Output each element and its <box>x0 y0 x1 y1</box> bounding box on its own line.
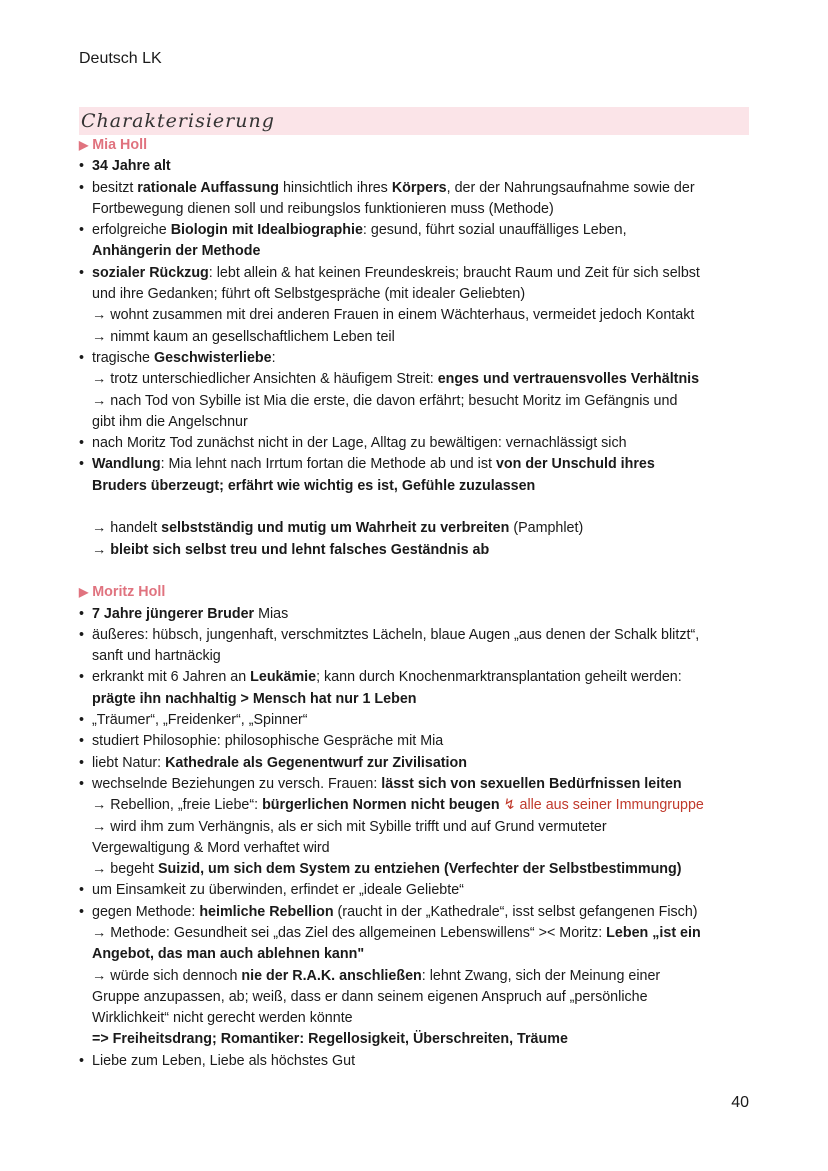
section-spacer <box>79 561 759 582</box>
continuation-line <box>79 795 759 816</box>
continuation-line <box>79 241 759 262</box>
text-run: lässt sich von sexuellen Bedürfnissen leiten <box>381 775 682 792</box>
bullet-item <box>79 604 759 625</box>
text-run: bleibt sich selbst treu und lehnt falsches Geständnis ab <box>110 541 490 558</box>
text-run: enges und vertrauensvolles Verhältnis <box>437 371 700 388</box>
text-run: und ihre Gedanken; führt oft Selbstgespräche (mit idealer Geliebten) <box>92 286 526 303</box>
text-run: ↯ alle aus seiner Immungruppe <box>499 797 704 814</box>
text-run: Wirklichkeit“ nicht gerecht werden könnte <box>92 1010 353 1027</box>
text-run: sanft und hartnäckig <box>92 648 221 665</box>
text-run: → <box>92 541 111 558</box>
text-run: : <box>271 349 276 366</box>
section-heading-text: Mia Holl <box>92 137 148 153</box>
text-run: → Rebellion, „freie Liebe“: <box>92 797 263 814</box>
text-run: Liebe zum Leben, Liebe als höchstes Gut <box>92 1052 356 1069</box>
text-run: → handelt <box>92 520 162 537</box>
text-run: gegen Methode: <box>92 903 200 920</box>
document-body <box>79 135 759 1072</box>
text-run: Anhängerin der Methode <box>92 243 261 260</box>
section-heading-text: Moritz Holl <box>92 584 166 601</box>
continuation-line <box>79 944 759 965</box>
continuation-line <box>79 689 759 710</box>
continuation-line <box>79 327 759 348</box>
bullet-item <box>79 433 759 454</box>
text-run: hinsichtlich ihres <box>278 179 392 196</box>
page-number: 40 <box>731 1094 749 1111</box>
text-run: Bruders überzeugt; erfährt wie wichtig es ist, Gefühle zuzulassen <box>92 477 536 494</box>
text-run: 7 Jahre jüngerer Bruder <box>92 605 255 622</box>
text-run: nach Moritz Tod zunächst nicht in der Lage, Alltag zu bewältigen: vernachlässigt sich <box>92 435 627 452</box>
text-run: → würde sich dennoch <box>92 967 242 984</box>
text-run: Leben „ist ein <box>606 924 701 941</box>
text-run: (Pamphlet) <box>509 520 584 537</box>
text-run: von der Unschuld ihres <box>495 456 655 473</box>
continuation-line <box>79 987 759 1008</box>
continuation-line <box>79 199 759 220</box>
text-run: → wird ihm zum Verhängnis, als er sich mit Sybille trifft und auf Grund vermuteter <box>92 818 607 835</box>
text-run: prägte ihn nachhaltig > Mensch hat nur 1 Leben <box>92 690 417 707</box>
text-run: bürgerlichen Normen nicht beugen <box>262 797 500 814</box>
bullet-item <box>79 710 759 731</box>
triangle-icon: ▶ <box>79 138 89 152</box>
text-run: rationale Auffassung <box>137 179 279 196</box>
text-run: → wohnt zusammen mit drei anderen Frauen in einem Wächterhaus, vermeidet jedoch Kontakt <box>92 307 695 324</box>
text-run: → nach Tod von Sybille ist Mia die erste, die davon erfährt; besucht Moritz im Gefängnis und <box>92 392 678 409</box>
text-run: wechselnde Beziehungen zu versch. Frauen: <box>92 775 382 792</box>
text-run: erfolgreiche <box>92 222 171 239</box>
continuation-line <box>79 838 759 859</box>
text-run: heimliche Rebellion <box>199 903 334 920</box>
bullet-item <box>79 348 759 369</box>
text-run: : Mia lehnt nach Irrtum fortan die Methode ab und ist <box>160 456 496 473</box>
text-run: studiert Philosophie: philosophische Gespräche mit Mia <box>92 733 444 750</box>
continuation-line <box>79 476 759 497</box>
text-run: besitzt <box>92 179 138 196</box>
section-heading <box>79 135 759 156</box>
text-run: nie der R.A.K. anschließen <box>241 967 422 984</box>
text-run: → nimmt kaum an gesellschaftlichem Leben teil <box>92 328 395 345</box>
text-run: : lehnt Zwang, sich der Meinung einer <box>421 967 661 984</box>
text-run: tragische <box>92 349 154 366</box>
continuation-line <box>79 966 759 987</box>
text-run: (raucht in der „Kathedrale“, isst selbst gefangenen Fisch) <box>333 903 698 920</box>
text-run: Vergewaltigung & Mord verhaftet wird <box>92 839 330 856</box>
text-run: selbstständig und mutig um Wahrheit zu verbreiten <box>161 520 510 537</box>
text-run: → begeht <box>92 861 158 878</box>
text-run: Suizid, um sich dem System zu entziehen (Verfechter der Selbstbestimmung) <box>157 861 682 878</box>
bullet-item <box>79 220 759 241</box>
text-run: um Einsamkeit zu überwinden, erfindet er „ideale Geliebte“ <box>92 882 464 899</box>
text-run: Mias <box>254 605 289 622</box>
continuation-line <box>79 518 759 539</box>
triangle-icon: ▶ <box>79 585 89 600</box>
text-run: Fortbewegung dienen soll und reibungslos funktionieren muss (Methode) <box>92 200 554 217</box>
continuation-line <box>79 646 759 667</box>
bullet-item <box>79 454 759 475</box>
text-run: → Methode: Gesundheit sei „das Ziel des allgemeinen Lebenswillens“ >< Moritz: <box>92 924 607 941</box>
text-run: ; kann durch Knochenmarktransplantation geheilt werden: <box>316 669 682 686</box>
bullet-item <box>79 774 759 795</box>
document-header: Deutsch LK <box>79 50 162 67</box>
text-run: Wandlung <box>92 456 161 473</box>
bullet-item <box>79 156 759 177</box>
text-run: erkrankt mit 6 Jahren an <box>92 669 251 686</box>
bullet-item <box>79 1051 759 1072</box>
section-title: Charakterisierung <box>81 110 275 132</box>
bullet-item <box>79 902 759 923</box>
text-run: 34 Jahre alt <box>92 158 171 175</box>
text-run: „Träumer“, „Freidenker“, „Spinner“ <box>92 712 308 729</box>
text-run: Leukämie <box>250 669 317 686</box>
continuation-line <box>79 284 759 305</box>
text-run: liebt Natur: <box>92 754 166 771</box>
text-run: sozialer Rückzug <box>92 264 209 281</box>
bullet-item <box>79 178 759 199</box>
text-run: , der der Nahrungsaufnahme sowie der <box>446 179 695 196</box>
continuation-line <box>79 817 759 838</box>
continuation-line <box>79 540 759 561</box>
section-heading <box>79 582 759 603</box>
continuation-line <box>79 1029 759 1050</box>
title-band <box>79 107 749 135</box>
bullet-item <box>79 263 759 284</box>
text-run: Biologin mit Idealbiographie <box>170 222 363 239</box>
continuation-line <box>79 412 759 433</box>
continuation-line <box>79 369 759 390</box>
continuation-line <box>79 923 759 944</box>
blank-line <box>79 497 759 518</box>
text-run: äußeres: hübsch, jungenhaft, verschmitztes Lächeln, blaue Augen „aus denen der Schalk blitzt“, <box>92 626 700 643</box>
text-run: Angebot, das man auch ablehnen kann" <box>92 946 365 963</box>
text-run: → trotz unterschiedlicher Ansichten & häufigem Streit: <box>92 371 438 388</box>
text-run: => Freiheitsdrang; Romantiker: Regellosigkeit, Überschreiten, Träume <box>92 1031 568 1048</box>
continuation-line <box>79 1008 759 1029</box>
continuation-line <box>79 859 759 880</box>
text-run: : lebt allein & hat keinen Freundeskreis; braucht Raum und Zeit für sich selbst <box>208 264 700 281</box>
text-run: Kathedrale als Gegenentwurf zur Zivilisation <box>165 754 467 771</box>
text-run: : gesund, führt sozial unauffälliges Leben, <box>362 222 627 239</box>
text-run: Körpers <box>391 179 447 196</box>
text-run: Gruppe anzupassen, ab; weiß, dass er dann seinem eigenen Anspruch auf „persönliche <box>92 988 648 1005</box>
bullet-item <box>79 625 759 646</box>
text-run: Geschwisterliebe <box>153 349 272 366</box>
continuation-line <box>79 391 759 412</box>
continuation-line <box>79 305 759 326</box>
text-run: gibt ihm die Angelschnur <box>92 413 248 430</box>
bullet-item <box>79 753 759 774</box>
bullet-item <box>79 667 759 688</box>
bullet-item <box>79 731 759 752</box>
bullet-item <box>79 880 759 901</box>
